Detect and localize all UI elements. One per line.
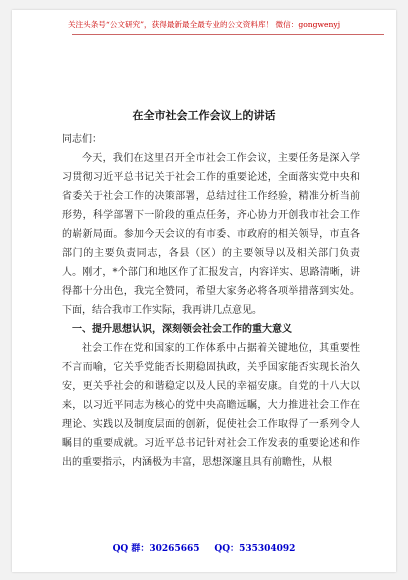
salutation: 同志们：: [62, 134, 102, 145]
qq-group-label: QQ 群：: [112, 544, 150, 554]
header-banner: [12, 20, 396, 30]
qq-group-number: 30265665: [149, 544, 200, 554]
footer-contacts: [12, 543, 396, 555]
qq-group-contact: [113, 543, 200, 555]
document-page: [12, 10, 396, 572]
header-banner-text: 关注头条号“公文研究”，获得最新最全最专业的公文资料库！ 微信：gongwenyj: [67, 20, 341, 29]
qq-label: QQ：: [214, 544, 240, 554]
header-divider: [72, 34, 384, 35]
body-paragraph: 今天，我们在这里召开全市社会工作会议，主要任务是深入学习贯彻习近平总书记关于社会工作的重要论述，全面落实党中央和省委关于社会工作的决策部署，总结过往工作经验，精准分析当前形势，科学部署下一阶段的重点任务，齐心协力开创我市社会工作的崭新局面。参加今天会议的有市委、市政府的相关领导，市直各部门的主要负责同志，各县（区）的主要领导以及相关部门负责人。刚才，*个部门和地区作了汇报发言，内容详实、思路清晰，讲得都十分出色，我完全赞同，希望大家务必将各项举措落到实处。下面，结合我市工作实际，我再讲几点意见。: [62, 153, 360, 316]
qq-number: 535304092: [239, 544, 296, 554]
body-paragraph: 社会工作在党和国家的工作体系中占据着关键地位，其重要性不言而喻，它关乎党能否长期稳固执政，关乎国家能否实现长治久安，更关乎社会的和谐稳定以及人民的幸福安康。自党的十八大以来，以习近平同志为核心的党中央高瞻远瞩，大力推进社会工作在理论、实践以及制度层面的创新，促使社会工作取得了一系列令人瞩目的重要成就。习近平总书记针对社会工作发表的重要论述和作出的重要指示，内涵极为丰富，思想深邃且具有前瞻性，从根: [62, 343, 360, 468]
qq-contact: [214, 543, 295, 555]
section-heading: 一、提升思想认识，深刻领会社会工作的重大意义: [72, 324, 292, 335]
document-body: [62, 130, 360, 472]
document-title: 在全市社会工作会议上的讲话: [132, 109, 276, 122]
